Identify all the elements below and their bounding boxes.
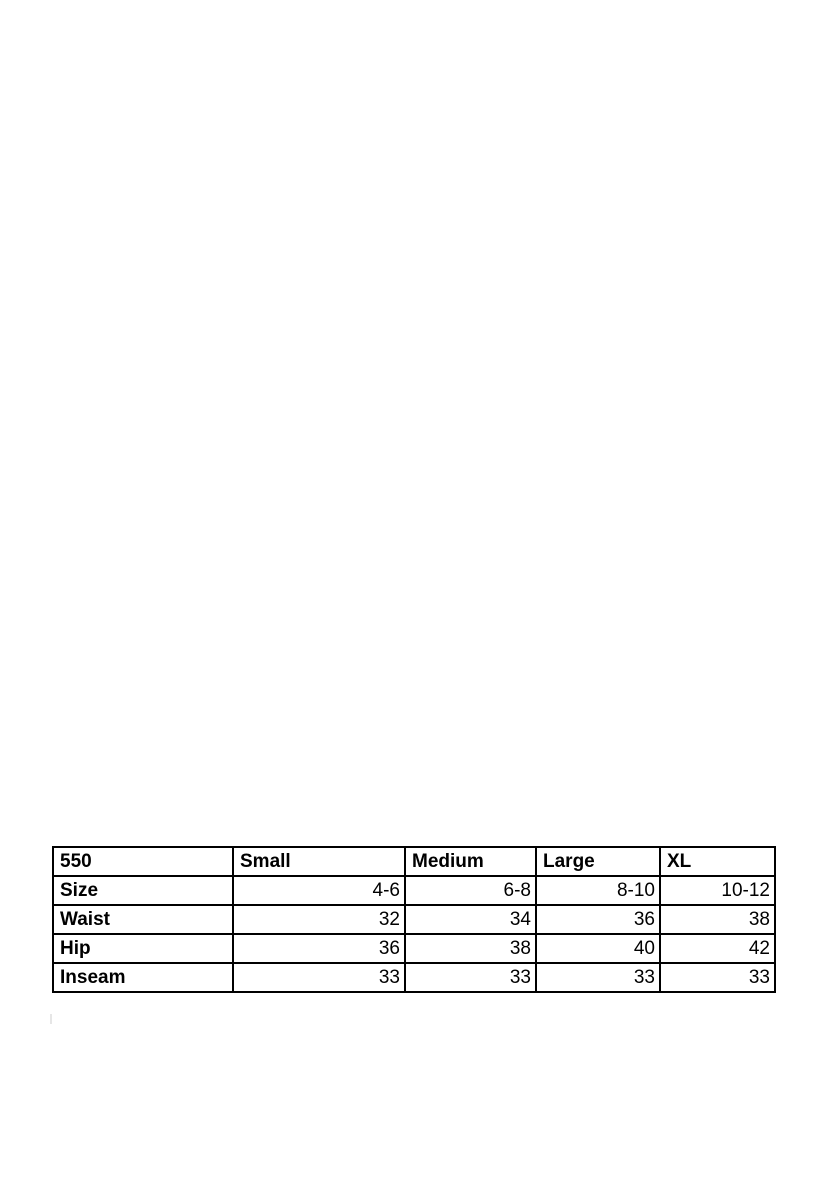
header-cell-medium: Medium (405, 847, 536, 876)
size-chart-table (52, 846, 776, 993)
table-cell: 34 (405, 905, 536, 934)
row-label-size: Size (53, 876, 233, 905)
table-cell: 4-6 (233, 876, 405, 905)
header-cell-large: Large (536, 847, 660, 876)
table-cell: 32 (233, 905, 405, 934)
table-header-row (53, 847, 775, 876)
table-cell: 6-8 (405, 876, 536, 905)
table-cell: 33 (233, 963, 405, 992)
header-cell-small: Small (233, 847, 405, 876)
table-cell: 42 (660, 934, 775, 963)
row-label-hip: Hip (53, 934, 233, 963)
table-cell: 36 (536, 905, 660, 934)
header-cell-xl: XL (660, 847, 775, 876)
table-cell: 40 (536, 934, 660, 963)
table-cell: 36 (233, 934, 405, 963)
table-row (53, 963, 775, 992)
row-label-inseam: Inseam (53, 963, 233, 992)
table-cell: 10-12 (660, 876, 775, 905)
table-cell: 33 (405, 963, 536, 992)
table-row (53, 876, 775, 905)
table-cell: 38 (405, 934, 536, 963)
table-cell: 33 (536, 963, 660, 992)
header-cell-model: 550 (53, 847, 233, 876)
row-label-waist: Waist (53, 905, 233, 934)
scan-artifact (50, 1014, 52, 1024)
table-cell: 8-10 (536, 876, 660, 905)
table-cell: 33 (660, 963, 775, 992)
table-row (53, 905, 775, 934)
table-cell: 38 (660, 905, 775, 934)
table-row (53, 934, 775, 963)
